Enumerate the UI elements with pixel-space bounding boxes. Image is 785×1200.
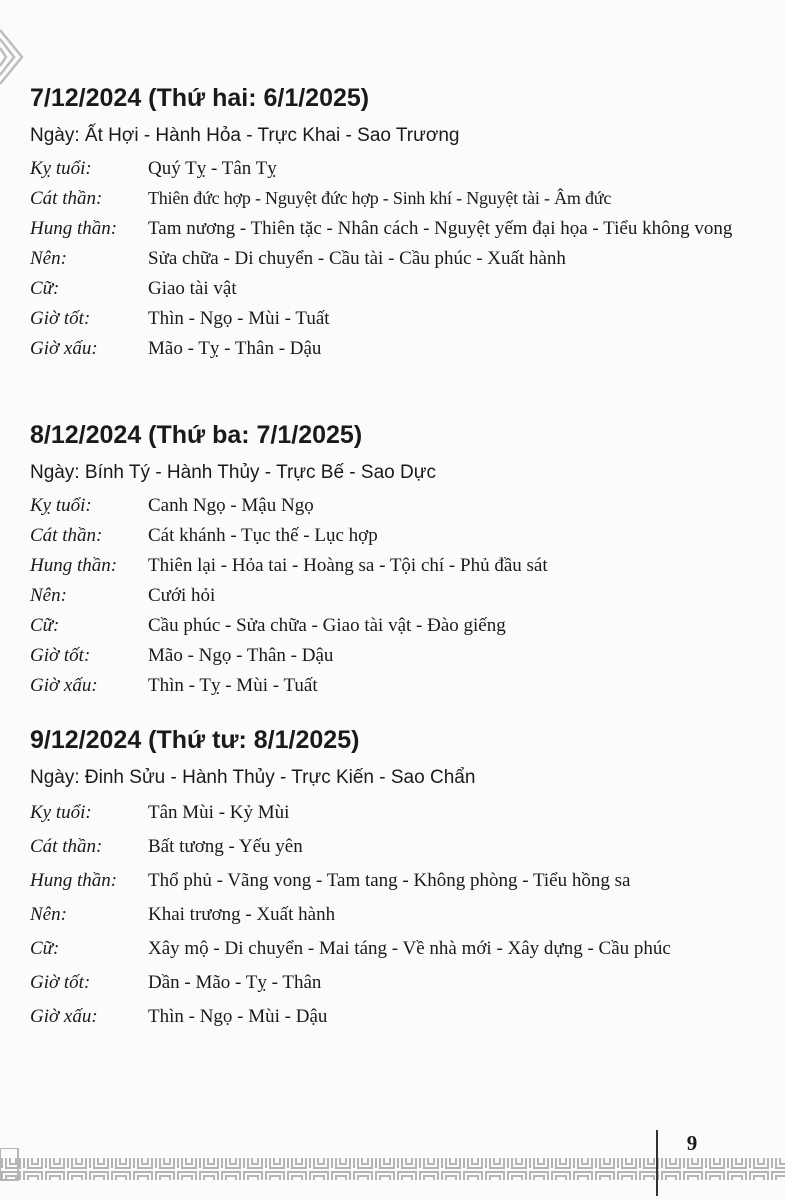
row-nen <box>30 583 750 608</box>
row-value: Canh Ngọ - Mậu Ngọ <box>148 495 314 516</box>
row-hung-than <box>30 868 750 893</box>
row-value: Sửa chữa - Di chuyển - Cầu tài - Cầu phúc - Xuất hành <box>148 248 566 269</box>
row-hung-than <box>30 553 750 578</box>
row-cu <box>30 276 750 301</box>
row-label: Cữ: <box>30 938 60 959</box>
row-value: Thìn - Ngọ - Mùi - Tuất <box>148 308 330 329</box>
row-label: Kỵ tuổi: <box>30 495 92 516</box>
row-value: Thổ phủ - Vãng vong - Tam tang - Không phòng - Tiểu hồng sa <box>148 870 631 891</box>
row-label: Kỵ tuổi: <box>30 158 92 179</box>
row-label: Giờ tốt: <box>30 308 91 329</box>
calendar-entry-1 <box>30 80 750 361</box>
row-value: Dần - Mão - Tỵ - Thân <box>148 972 322 993</box>
row-value: Bất tương - Yếu yên <box>148 836 303 857</box>
row-gio-xau <box>30 336 750 361</box>
row-cu <box>30 613 750 638</box>
page-number: 9 <box>686 1131 698 1155</box>
row-value: Quý Tỵ - Tân Tỵ <box>148 158 277 179</box>
corner-ornament <box>0 22 30 92</box>
row-value: Thiên đức hợp - Nguyệt đức hợp - Sinh khí - Nguyệt tài - Âm đức <box>148 188 612 208</box>
entry-title: 8/12/2024 (Thứ ba: 7/1/2025) <box>30 421 363 449</box>
row-nen <box>30 246 750 271</box>
row-ky-tuoi <box>30 156 750 181</box>
entry-title: 9/12/2024 (Thứ tư: 8/1/2025) <box>30 726 360 754</box>
row-value: Mão - Ngọ - Thân - Dậu <box>148 645 334 666</box>
row-label: Nên: <box>30 248 67 269</box>
row-label: Hung thần: <box>30 555 118 576</box>
day-info: Ngày: Đinh Sửu - Hành Thủy - Trực Kiến - Sao Chẩn <box>30 767 476 788</box>
row-label: Cữ: <box>30 615 60 636</box>
row-nen <box>30 902 750 927</box>
entry-title: 7/12/2024 (Thứ hai: 6/1/2025) <box>30 84 370 112</box>
page-number-divider <box>656 1130 658 1196</box>
row-value: Cát khánh - Tục thế - Lục hợp <box>148 525 378 546</box>
row-value: Cầu phúc - Sửa chữa - Giao tài vật - Đào giếng <box>148 615 506 636</box>
row-label: Cát thần: <box>30 188 103 209</box>
row-label: Giờ xấu: <box>30 1006 98 1027</box>
row-cat-than <box>30 186 750 211</box>
row-label: Nên: <box>30 904 67 925</box>
row-label: Cát thần: <box>30 525 103 546</box>
row-label: Hung thần: <box>30 218 118 239</box>
row-cat-than <box>30 523 750 548</box>
row-label: Giờ xấu: <box>30 338 98 359</box>
row-gio-tot <box>30 643 750 668</box>
row-value: Giao tài vật <box>148 278 237 299</box>
row-ky-tuoi <box>30 493 750 518</box>
row-label: Cữ: <box>30 278 60 299</box>
row-cu <box>30 936 750 961</box>
row-label: Cát thần: <box>30 836 103 857</box>
day-info: Ngày: Ất Hợi - Hành Hỏa - Trực Khai - Sao Trương <box>30 125 460 146</box>
row-value: Tam nương - Thiên tặc - Nhân cách - Nguyệt yếm đại họa - Tiểu không vong <box>148 218 733 239</box>
row-value: Thìn - Tỵ - Mùi - Tuất <box>148 675 318 696</box>
row-value: Khai trương - Xuất hành <box>148 904 336 925</box>
day-info: Ngày: Bính Tý - Hành Thủy - Trực Bế - Sao Dực <box>30 462 436 483</box>
row-label: Kỵ tuổi: <box>30 802 92 823</box>
row-label: Giờ xấu: <box>30 675 98 696</box>
row-label: Giờ tốt: <box>30 972 91 993</box>
row-value: Tân Mùi - Kỷ Mùi <box>148 802 290 823</box>
row-hung-than <box>30 216 750 241</box>
row-label: Hung thần: <box>30 870 118 891</box>
greek-key-border <box>0 1148 785 1198</box>
calendar-entry-2 <box>30 417 750 698</box>
calendar-entry-3 <box>30 722 750 1029</box>
row-value: Cưới hỏi <box>148 585 216 606</box>
row-value: Thìn - Ngọ - Mùi - Dậu <box>148 1006 328 1027</box>
row-value: Thiên lại - Hỏa tai - Hoàng sa - Tội chí - Phủ đầu sát <box>148 555 548 576</box>
row-value: Mão - Tỵ - Thân - Dậu <box>148 338 322 359</box>
row-gio-xau <box>30 673 750 698</box>
row-ky-tuoi <box>30 800 750 825</box>
row-value: Xây mộ - Di chuyển - Mai táng - Về nhà mới - Xây dựng - Cầu phúc <box>148 938 671 959</box>
row-gio-xau <box>30 1004 750 1029</box>
row-label: Nên: <box>30 585 67 606</box>
row-cat-than <box>30 834 750 859</box>
row-label: Giờ tốt: <box>30 645 91 666</box>
row-gio-tot <box>30 970 750 995</box>
row-gio-tot <box>30 306 750 331</box>
